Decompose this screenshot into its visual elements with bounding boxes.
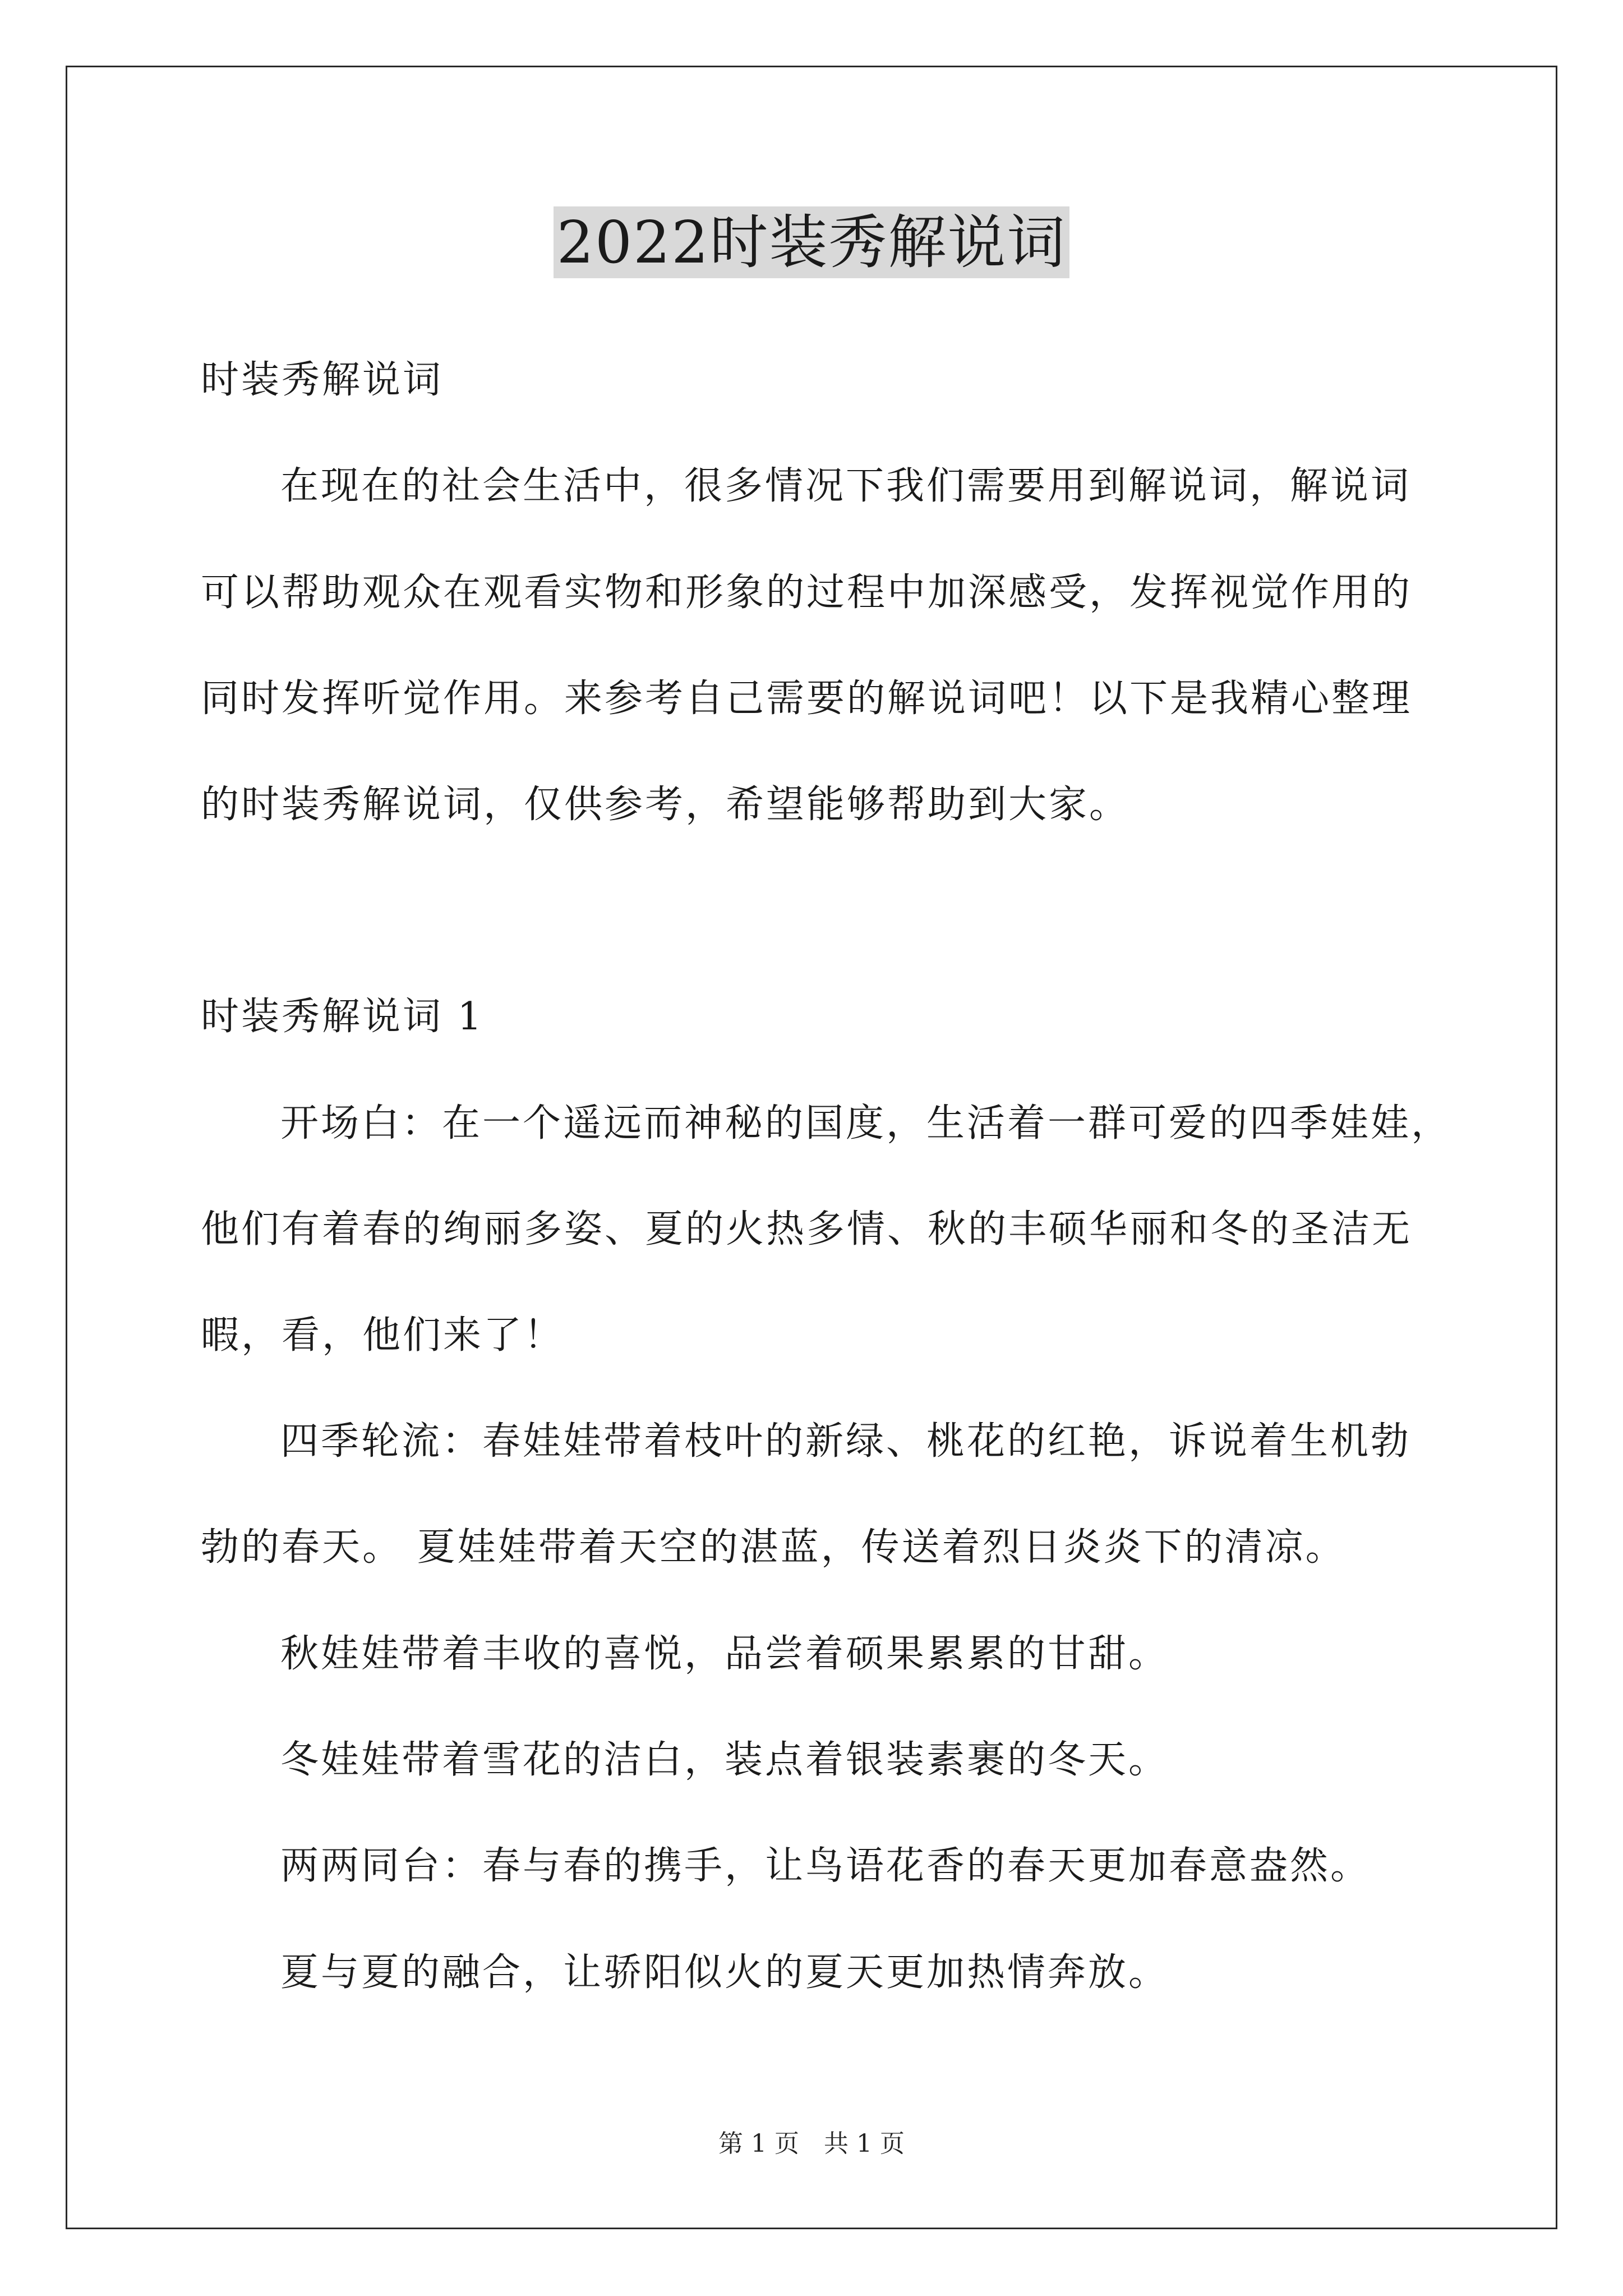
paragraph-line: 开场白：在一个遥远而神秘的国度，生活着一群可爱的四季娃娃， — [280, 1101, 1452, 1145]
paragraph-line: 在现在的社会生活中，很多情况下我们需要用到解说词，解说词 — [280, 464, 1412, 508]
paragraph-line: 可以帮助观众在观看实物和形象的过程中加深感受，发挥视觉作用的 — [201, 570, 1413, 615]
paragraph-line: 四季轮流：春娃娃带着枝叶的新绿、桃花的红艳，诉说着生机勃 — [280, 1419, 1412, 1464]
paragraph-line: 的时装秀解说词，仅供参考，希望能够帮助到大家。 — [201, 783, 1130, 827]
title-container — [0, 206, 1623, 278]
paragraph-line: 两两同台：春与春的携手，让鸟语花香的春天更加春意盎然。 — [280, 1844, 1371, 1888]
paragraph-line: 他们有着春的绚丽多姿、夏的火热多情、秋的丰硕华丽和冬的圣洁无 — [201, 1207, 1413, 1251]
section-heading: 时装秀解说词 — [201, 358, 444, 402]
paragraph-line: 冬娃娃带着雪花的洁白，装点着银装素裹的冬天。 — [280, 1738, 1169, 1782]
paragraph-line: 夏与夏的融合，让骄阳似火的夏天更加热情奔放。 — [280, 1950, 1169, 1995]
paragraph-line: 暇，看，他们来了！ — [201, 1313, 565, 1358]
document-title: 2022时装秀解说词 — [554, 206, 1070, 278]
paragraph-line: 同时发挥听觉作用。来参考自己需要的解说词吧！以下是我精心整理 — [201, 677, 1413, 721]
section-heading: 时装秀解说词 1 — [201, 995, 484, 1039]
page-footer: 第 1 页 共 1 页 — [718, 2129, 905, 2158]
paragraph-line: 勃的春天。 夏娃娃带着天空的湛蓝，传送着烈日炎炎下的清凉。 — [201, 1525, 1346, 1570]
paragraph-line: 秋娃娃带着丰收的喜悦，品尝着硕果累累的甘甜。 — [280, 1632, 1169, 1676]
